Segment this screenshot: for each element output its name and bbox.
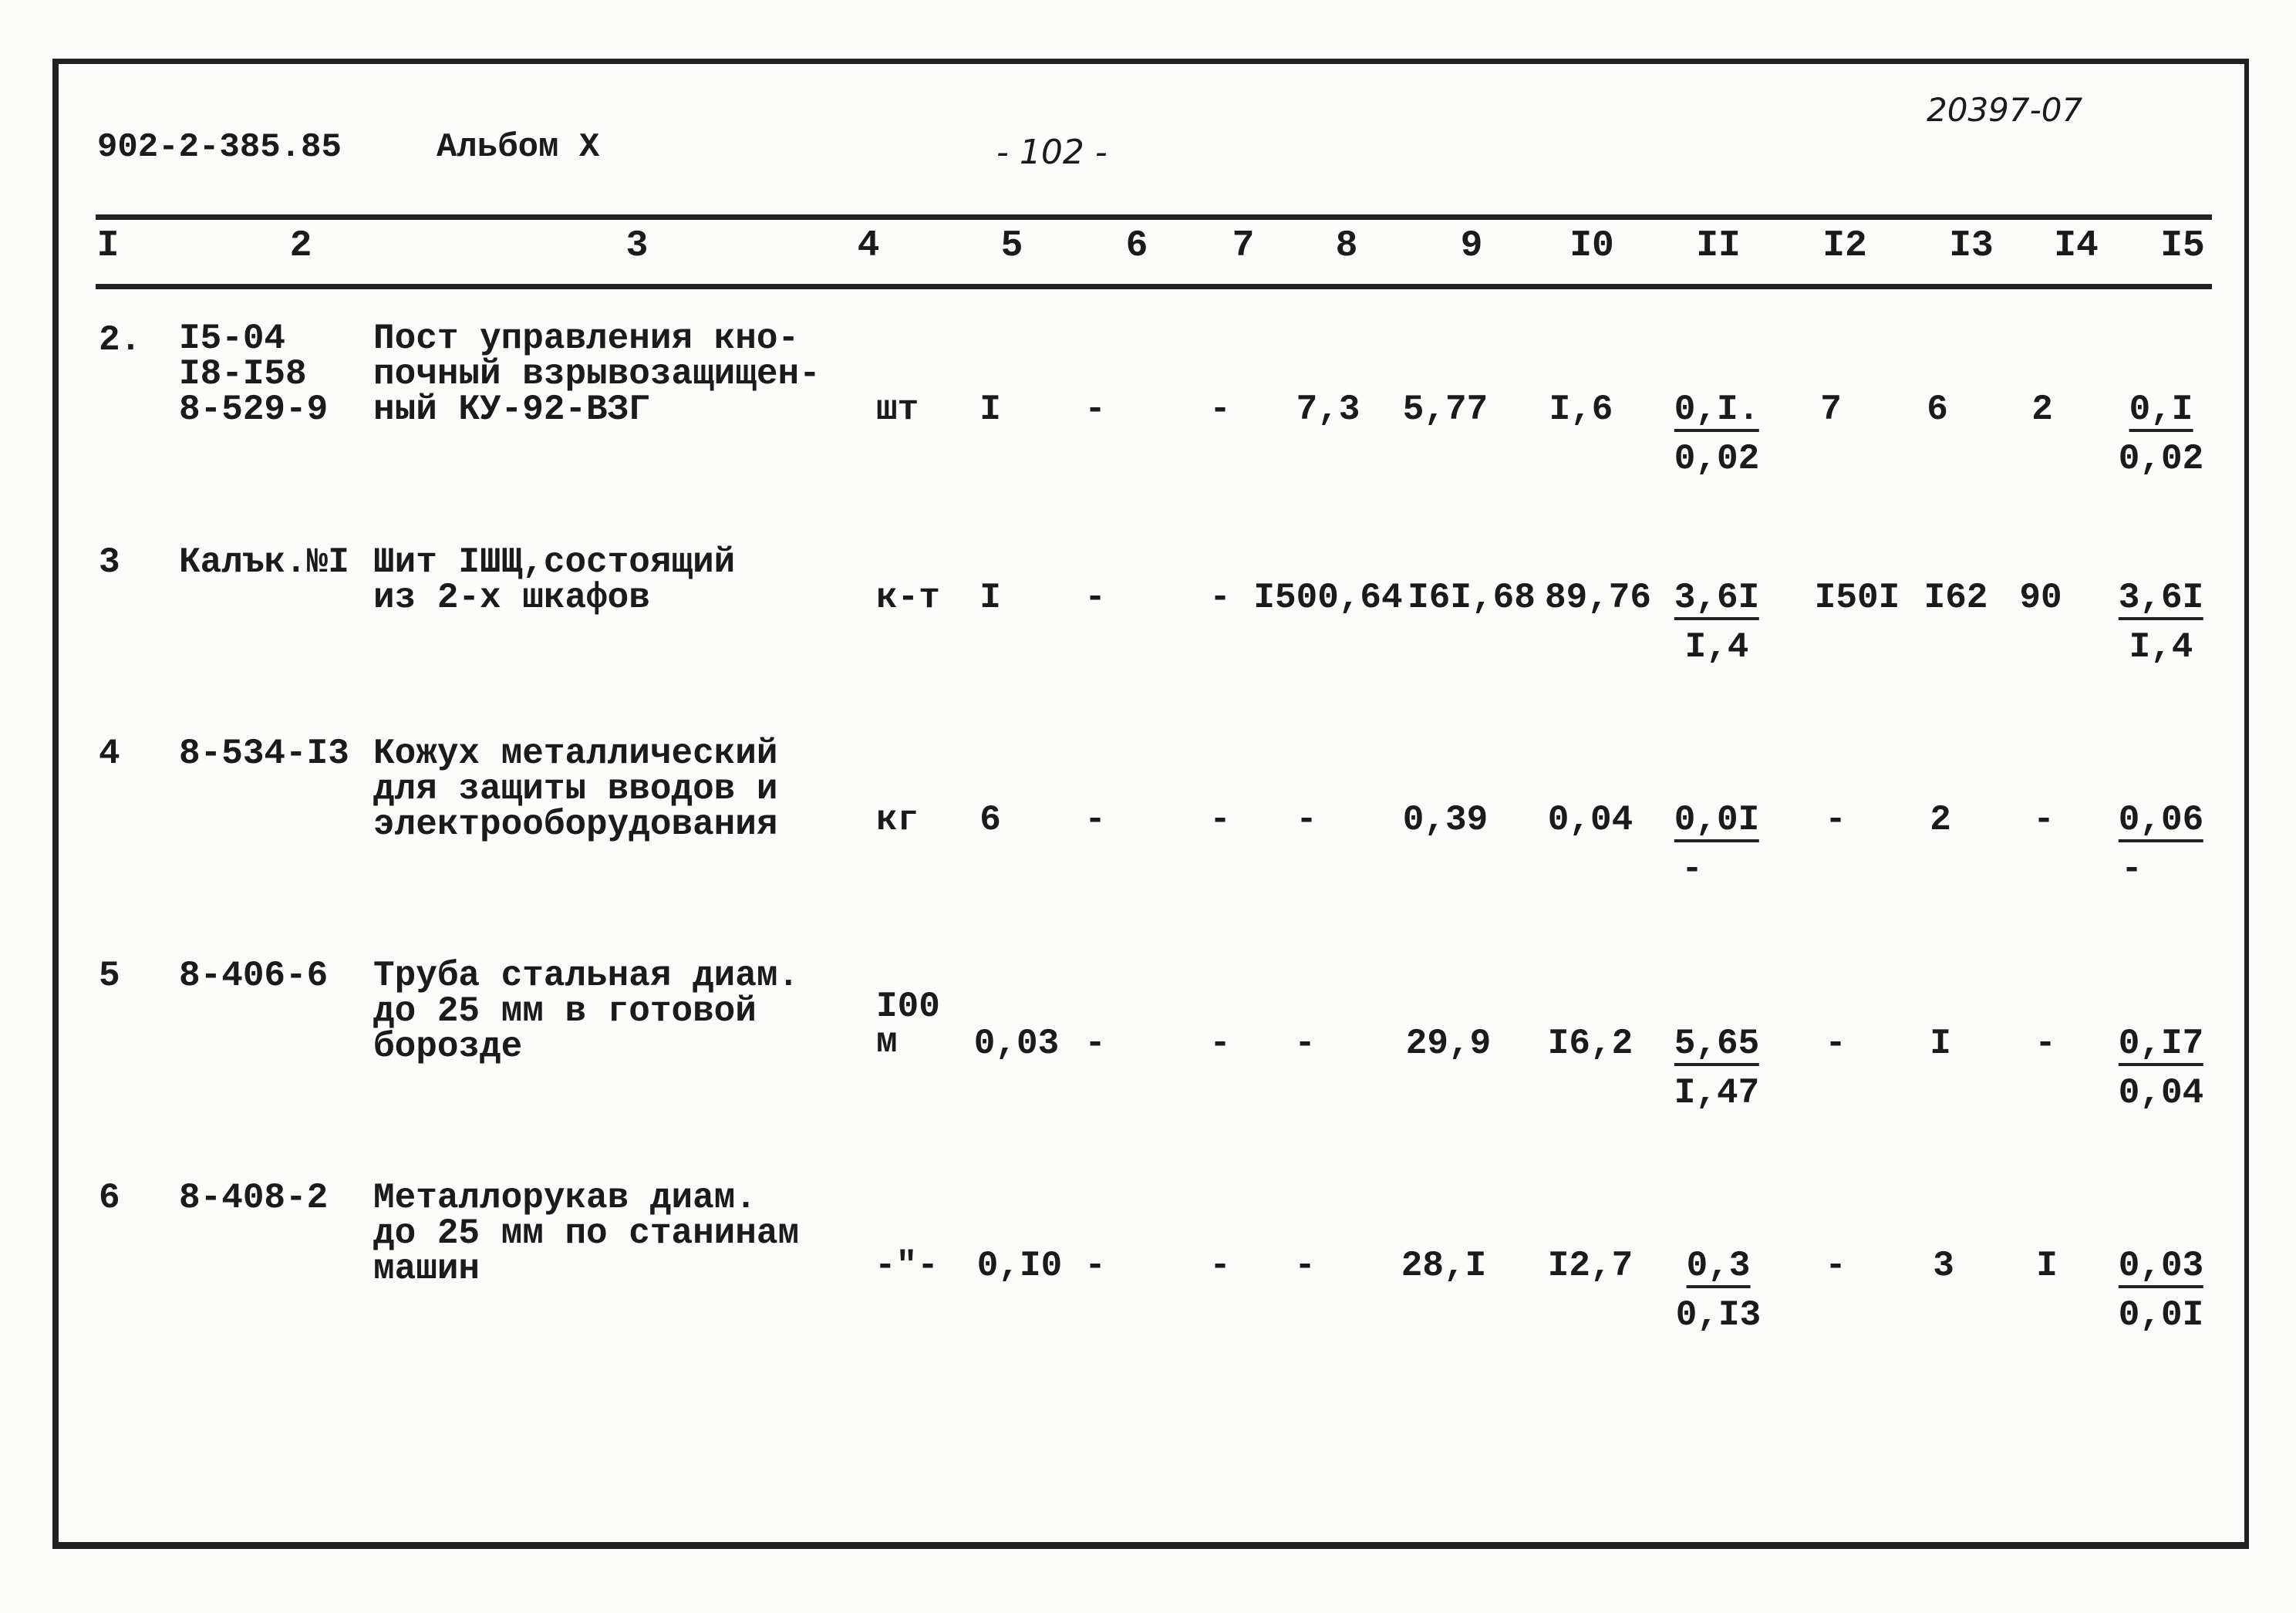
col12-value: I50I xyxy=(1814,578,1900,618)
col12-value: 7 xyxy=(1820,390,1842,430)
item-description: Кожух металлический для защиты вводов и электрооборудования xyxy=(373,734,778,845)
col13-value: I xyxy=(1930,1024,1951,1064)
row-number: 6 xyxy=(99,1178,120,1218)
col-header-14: I4 xyxy=(2054,225,2099,267)
norm-code: I5-04 I8-I58 8-529-9 xyxy=(179,319,329,430)
unit: I00 м xyxy=(876,987,940,1062)
col15-bottom-value: 0,02 xyxy=(2118,439,2204,479)
page-number: - 102 - xyxy=(996,133,1108,172)
col10-value: I,6 xyxy=(1549,390,1613,430)
norm-code: 8-534-I3 xyxy=(179,734,349,774)
stamp-number: 20397-07 xyxy=(1927,91,2083,129)
col7-value: - xyxy=(1209,390,1231,430)
item-description: Пост управления кно- почный взрывозащищен- ный КУ-92-ВЗГ xyxy=(373,319,821,430)
col13-value: 2 xyxy=(1930,800,1951,840)
col-header-3: 3 xyxy=(625,225,649,267)
col12-value: - xyxy=(1825,1246,1846,1286)
col10-value: 0,04 xyxy=(1547,800,1633,840)
col11-bottom-value: I,47 xyxy=(1674,1073,1760,1113)
col14-value: - xyxy=(2033,800,2055,840)
col9-value: 28,I xyxy=(1401,1246,1487,1286)
col6-value: - xyxy=(1084,800,1106,840)
norm-code: Калък.№I xyxy=(179,542,349,582)
col6-value: - xyxy=(1084,390,1106,430)
col-header-9: 9 xyxy=(1460,225,1483,267)
col10-value: 89,76 xyxy=(1544,578,1652,618)
col15-bottom-value: I,4 xyxy=(2129,627,2193,667)
col11-bottom-value: 0,I3 xyxy=(1675,1295,1762,1335)
quantity: 6 xyxy=(979,800,1001,840)
row-number: 3 xyxy=(99,542,120,582)
quantity: I xyxy=(979,578,1001,618)
col11-bottom-value: I,4 xyxy=(1684,627,1749,667)
col8-value: - xyxy=(1294,1024,1316,1064)
norm-code: 8-408-2 xyxy=(179,1178,329,1218)
col14-value: - xyxy=(2035,1024,2056,1064)
col11-top-value: 0,I. xyxy=(1674,392,1759,432)
col13-value: 6 xyxy=(1927,390,1948,430)
col-header-1: I xyxy=(96,225,120,267)
header-rule-top xyxy=(96,214,2212,220)
col6-value: - xyxy=(1084,1024,1106,1064)
col11-top-value: 3,6I xyxy=(1674,580,1759,620)
col-header-10: I0 xyxy=(1569,225,1614,267)
col10-value: I2,7 xyxy=(1547,1246,1633,1286)
col11-top-value: 5,65 xyxy=(1674,1026,1759,1066)
col15-top-value: 0,I7 xyxy=(2119,1026,2203,1066)
col11-top-value: 0,0I xyxy=(1674,802,1759,842)
col-header-2: 2 xyxy=(289,225,312,267)
col11-bottom-value: - xyxy=(1681,849,1703,889)
unit: шт xyxy=(876,390,919,430)
quantity: I xyxy=(979,390,1001,430)
unit: кг xyxy=(876,800,919,840)
col8-value: 7,3 xyxy=(1296,390,1360,430)
col-header-4: 4 xyxy=(857,225,880,267)
col8-value: - xyxy=(1294,1246,1316,1286)
col-header-12: I2 xyxy=(1822,225,1867,267)
col6-value: - xyxy=(1084,1246,1106,1286)
unit: -"- xyxy=(875,1246,939,1286)
col15-top-value: 0,06 xyxy=(2119,802,2203,842)
col8-value: - xyxy=(1296,800,1317,840)
col14-value: I xyxy=(2036,1246,2058,1286)
col7-value: - xyxy=(1209,578,1231,618)
col15-top-value: 0,03 xyxy=(2119,1248,2203,1288)
col12-value: - xyxy=(1825,800,1846,840)
col7-value: - xyxy=(1209,1024,1231,1064)
item-description: Металлорукав диам. до 25 мм по станинам машин xyxy=(373,1178,800,1289)
col14-value: 2 xyxy=(2031,390,2053,430)
col9-value: 0,39 xyxy=(1402,800,1489,840)
col-header-15: I5 xyxy=(2160,225,2205,267)
col-header-8: 8 xyxy=(1335,225,1358,267)
col6-value: - xyxy=(1084,578,1106,618)
header-rule-bottom xyxy=(96,284,2212,289)
item-description: Шит IШЩ,состоящий из 2-х шкафов xyxy=(373,542,736,618)
col-header-7: 7 xyxy=(1232,225,1255,267)
col13-value: I62 xyxy=(1923,578,1988,618)
row-number: 2. xyxy=(99,320,142,360)
col15-bottom-value: 0,0I xyxy=(2118,1295,2204,1335)
col7-value: - xyxy=(1209,800,1231,840)
norm-code: 8-406-6 xyxy=(179,956,329,996)
unit: к-т xyxy=(876,578,940,618)
col15-bottom-value: - xyxy=(2121,849,2143,889)
col-header-11: II xyxy=(1696,225,1741,267)
col11-bottom-value: 0,02 xyxy=(1674,439,1760,479)
col13-value: 3 xyxy=(1933,1246,1954,1286)
col9-value: 5,77 xyxy=(1402,390,1489,430)
quantity: 0,03 xyxy=(973,1024,1060,1064)
col-header-13: I3 xyxy=(1949,225,1994,267)
col15-top-value: 0,I xyxy=(2129,392,2193,432)
col9-value: I6I,68 xyxy=(1408,578,1536,618)
col7-value: - xyxy=(1209,1246,1231,1286)
document-code: 902-2-385.85 xyxy=(97,128,342,167)
row-number: 5 xyxy=(99,956,120,996)
col-header-5: 5 xyxy=(1000,225,1023,267)
col15-bottom-value: 0,04 xyxy=(2118,1073,2204,1113)
row-number: 4 xyxy=(99,734,120,774)
album-label: Альбом X xyxy=(437,128,600,167)
col8-value: I500,64 xyxy=(1253,578,1403,618)
col-header-6: 6 xyxy=(1125,225,1148,267)
col15-top-value: 3,6I xyxy=(2119,580,2203,620)
item-description: Труба стальная диам. до 25 мм в готовой борозде xyxy=(373,956,800,1067)
quantity: 0,I0 xyxy=(976,1246,1063,1286)
col14-value: 90 xyxy=(2019,578,2062,618)
col9-value: 29,9 xyxy=(1405,1024,1492,1064)
col11-top-value: 0,3 xyxy=(1687,1248,1751,1288)
col10-value: I6,2 xyxy=(1547,1024,1633,1064)
col12-value: - xyxy=(1825,1024,1846,1064)
